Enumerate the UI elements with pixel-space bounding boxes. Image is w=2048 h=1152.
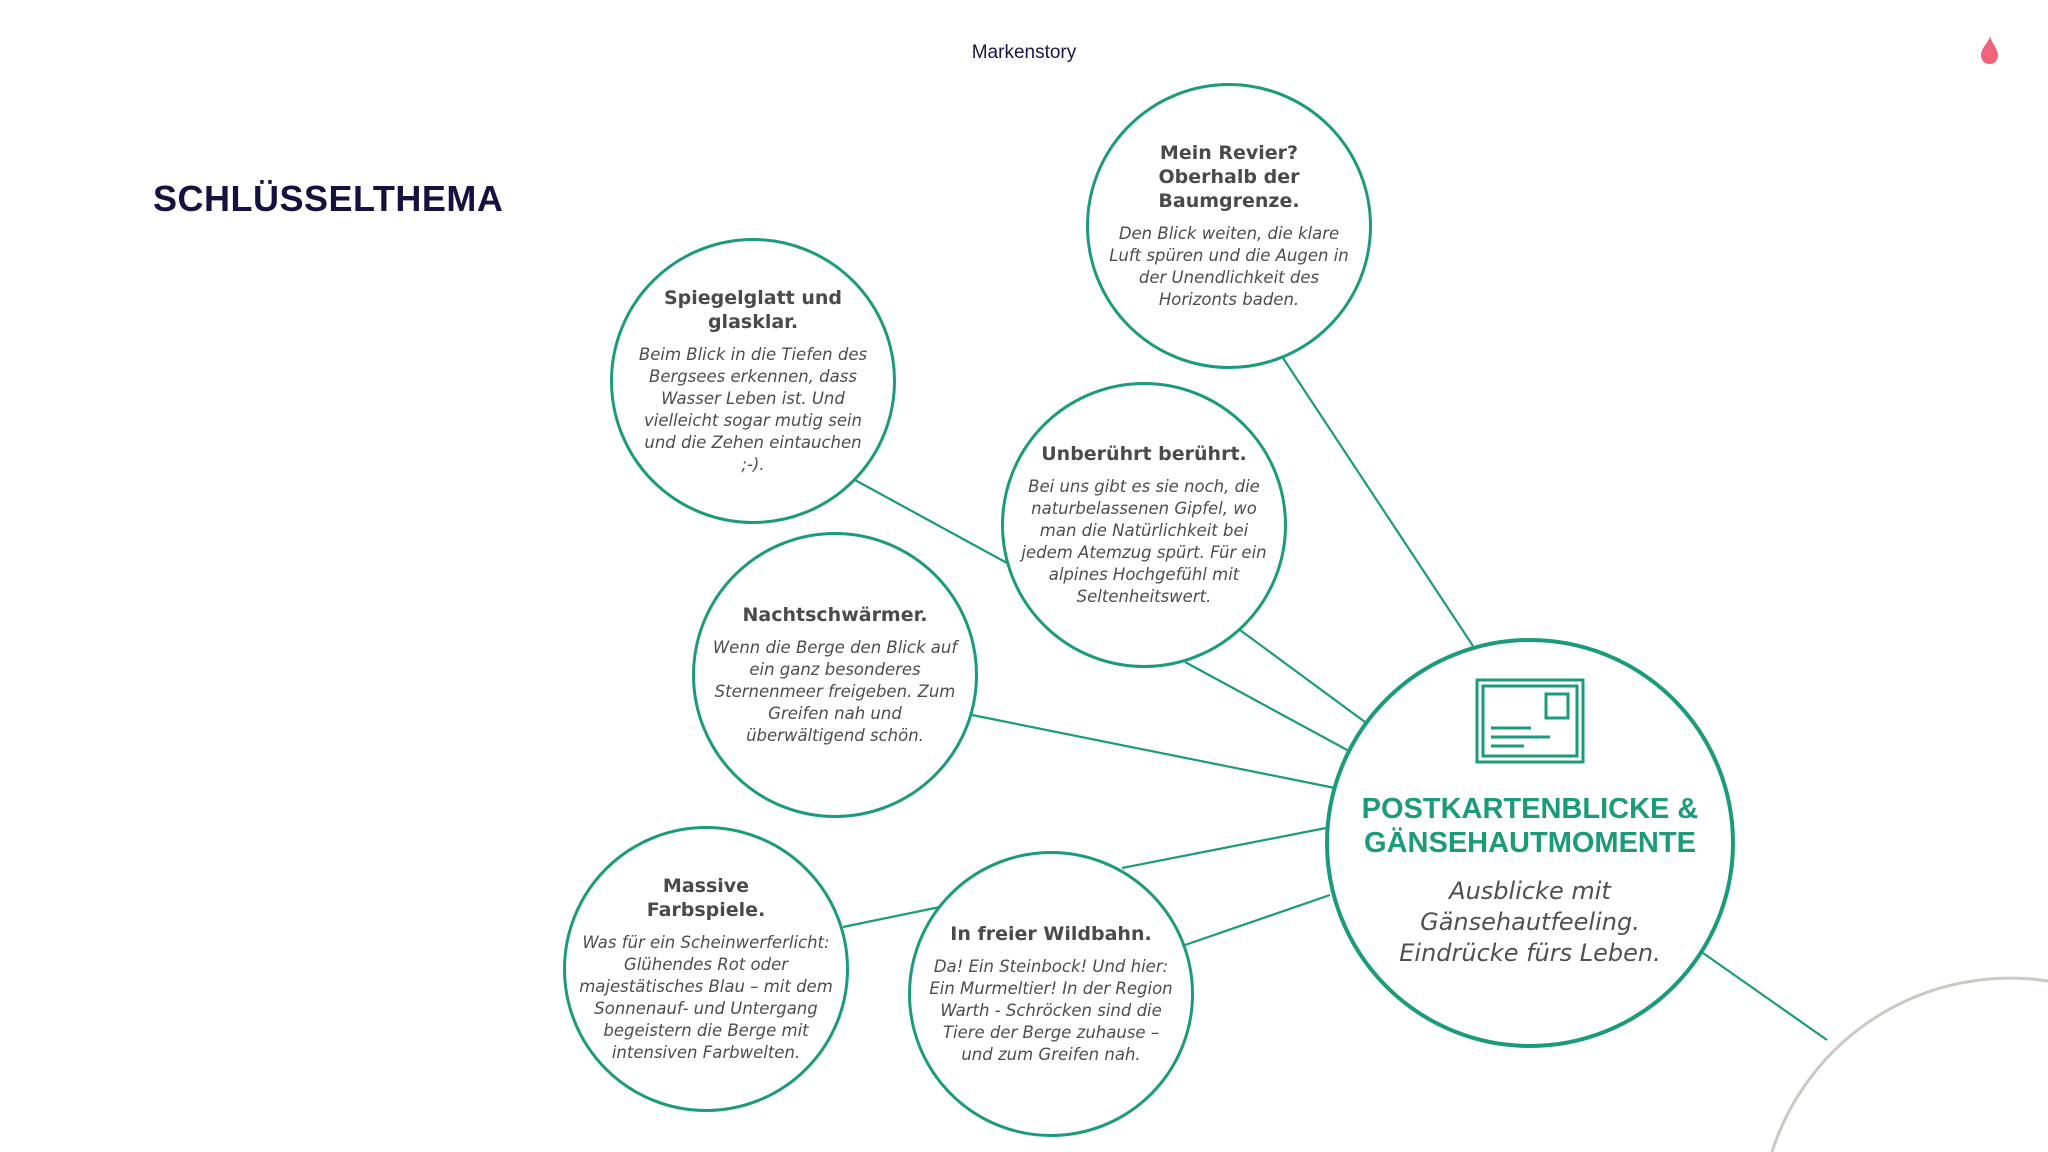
- bubble-text: Bei uns gibt es sie noch, die naturbelassenen Gipfel, wo man die Natürlichkeit bei jedem Atemzug spürt. Für ein alpines Hochgefühl mit Seltenheitswert.: [1021, 477, 1267, 606]
- bubble-wildbahn: [908, 851, 1194, 1137]
- bubble-title: Massive Farbspiele.: [646, 875, 766, 921]
- section-heading: SCHLÜSSELTHEMA: [153, 178, 504, 219]
- bubble-title: Nachtschwärmer.: [742, 604, 928, 626]
- center-subtitle-line: Gänsehautfeeling.: [1420, 908, 1640, 936]
- bubble-text: Was für ein Scheinwerferlicht: Glühendes Rot oder majestätisches Blau – mit dem Sonnenauf- und Untergang begeistern die Berge mit intensiven Farbwelten.: [579, 933, 833, 1062]
- bubble-farbspiele: [563, 826, 849, 1112]
- center-subtitle-line: Eindrücke fürs Leben.: [1399, 939, 1661, 967]
- connector-wildbahn-a: [1122, 828, 1326, 868]
- center-bubble: [1325, 638, 1735, 1048]
- bubble-revier: [1086, 83, 1372, 369]
- postcard-icon: [1475, 678, 1585, 764]
- connector-decor: [1703, 953, 1827, 1040]
- bubble-title: Unberührt berührt.: [1041, 443, 1247, 465]
- connector-unberuehrt-a: [1240, 630, 1365, 722]
- center-title: [1362, 792, 1699, 860]
- bubble-nachtschwaermer: [692, 532, 978, 818]
- bubble-text: Den Blick weiten, die klare Luft spüren und die Augen in der Unendlichkeit des Horizonts baden.: [1109, 224, 1349, 309]
- center-title-line: POSTKARTENBLICKE &: [1361, 793, 1699, 825]
- bubble-title: In freier Wildbahn.: [950, 923, 1152, 945]
- bubble-title: Mein Revier? Oberhalb der Baumgrenze.: [1158, 142, 1300, 212]
- connector-unberuehrt-b: [1185, 662, 1360, 757]
- bubble-text: Wenn die Berge den Blick auf ein ganz besonderes Sternenmeer freigeben. Zum Greifen nah und überwältigend schön.: [712, 638, 958, 745]
- center-subtitle: [1399, 876, 1660, 969]
- page-header-title: Markenstory: [971, 42, 1077, 63]
- connector-wildbahn-b: [1185, 895, 1330, 945]
- center-title-line: GÄNSEHAUTMOMENTE: [1364, 827, 1696, 859]
- bubble-text: Beim Blick in die Tiefen des Bergsees erkennen, dass Wasser Leben ist. Und vielleicht sogar mutig sein und die Zehen eintauchen ;-).: [638, 345, 868, 474]
- bubble-text: Da! Ein Steinbock! Und hier: Ein Murmeltier! In der Region Warth - Schröcken sind die Tiere der Berge zuhause – und zum Greifen nah.: [929, 957, 1173, 1064]
- bubble-title: Spiegelglatt und glasklar.: [663, 287, 843, 333]
- bubble-unberuehrt: [1001, 382, 1287, 668]
- center-subtitle-line: Ausblicke mit: [1449, 877, 1611, 905]
- bubble-spiegelglatt: [610, 238, 896, 524]
- connector-nachtschwaermer: [972, 715, 1335, 788]
- connector-revier: [1283, 358, 1473, 646]
